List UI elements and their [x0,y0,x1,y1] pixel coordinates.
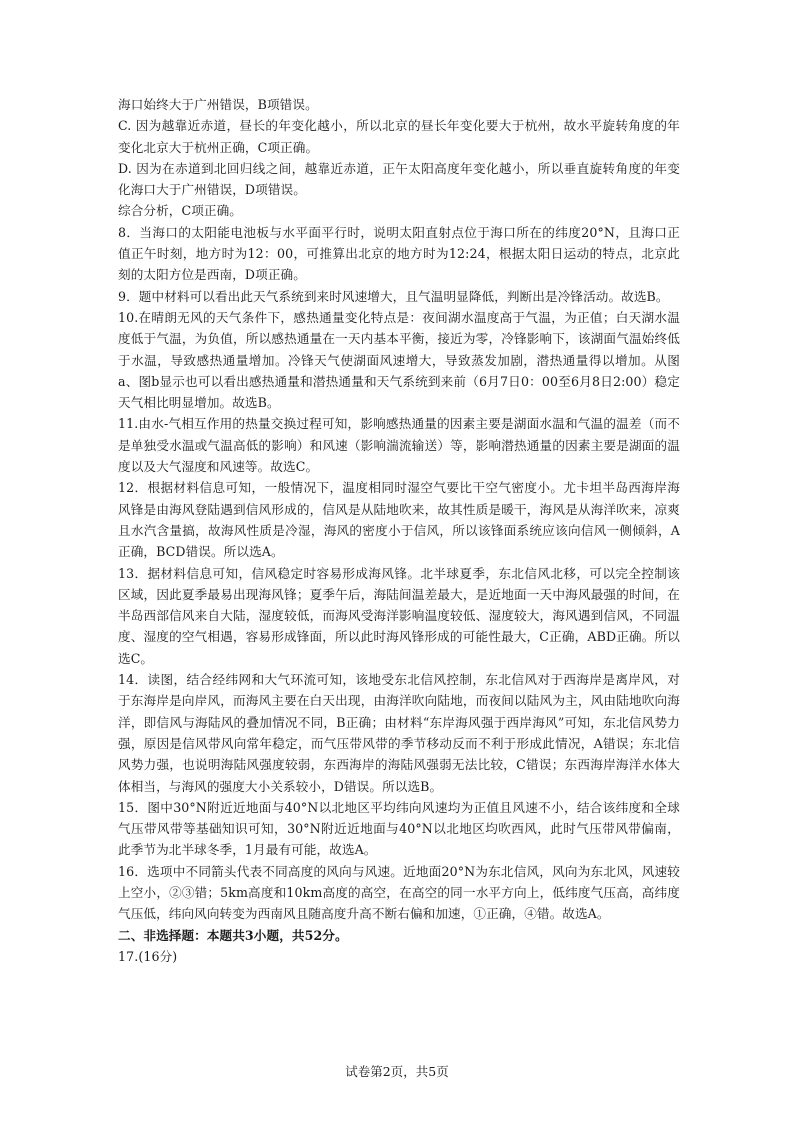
paragraph-summary-7: 综合分析，C项正确。 [118,203,242,219]
section-title-non-choice: 二、非选择题：本题共3小题，共52分。 [118,927,348,943]
answer-11: 11.由水-气相互作用的热量交换过程可知，影响感热通量的因素主要是湖面水温和气温的温差（而不是单独受水温或气温高低的影响）和风速（影响湍流输送）等，影响潜热通量的因素主要是湖面的温度以及大气湿度和风速等。故选C。 [118,416,680,475]
answer-14: 14．读图，结合经纬网和大气环流可知，该地受东北信风控制，东北信风对于西海岸是离岸风，对于东海岸是向岸风，而海风主要在白天出现，由海洋吹向陆地，而夜间以陆风为主，风由陆地吹向海洋，即信风与海陆风的叠加情况不同，B正确；由材料“东岸海风强于西岸海风”可知，东北信风势力强，原因是信风带风向常年稳定，而气压带风带的季节移动反而不利于形成此情况，A错误；东北信风势力强，也说明海陆风强度较弱，东西海岸的海陆风强弱无法比较，C错误；东西海岸海洋水体大体相当，与海风的强度大小关系较小，D错误。所以选B。 [118,672,680,794]
answer-8: 8．当海口的太阳能电池板与水平面平行时，说明太阳直射点位于海口所在的纬度20°N，且海口正值正午时刻，地方时为12：00，可推算出北京的地方时为12:24，根据太阳日运动的特点，北京此刻的太阳方位是西南，D项正确。 [118,224,680,283]
answer-13: 13．据材料信息可知，信风稳定时容易形成海风锋。北半球夏季，东北信风北移，可以完全控制该区域，因此夏季最易出现海风锋；夏季午后，海陆间温差最大，是近地面一天中海风最强的时间，在半岛西部信风来自大陆，湿度较低，而海风受海洋影响温度较低、湿度较大，海风遇到信风，不同温度、湿度的空气相遇，容易形成锋面，所以此时海风锋形成的可能性最大，C正确，ABD正确。所以选C。 [118,565,680,666]
answer-16: 16．选项中不同箭头代表不同高度的风向与风速。近地面20°N为东北信风，风向为东北风，风速较上空小，②③错；5km高度和10km高度的高空，在高空的同一水平方向上，低纬度气压高，高纬度气压低，纬向风向转变为西南风且随高度升高不断右偏和加速，①正确，④错。故选A。 [118,863,680,922]
paragraph-option-d: D. 因为在赤道到北回归线之间，越靠近赤道，正午太阳高度年变化越小，所以垂直旋转角度的年变化海口大于广州错误，D项错误。 [118,160,680,198]
paragraph-b-wrong: 海口始终大于广州错误，B项错误。 [118,97,318,112]
answer-15: 15．图中30°N附近近地面与40°N以北地区平均纬向风速均为正值且风速不小，结合该纬度和全球气压带风带等基础知识可知，30°N附近近地面与40°N以北地区均吹西风，此时气压带风带偏南，此季节为北半球冬季，1月最有可能，故选A。 [118,799,680,858]
paragraph-option-c: C. 因为越靠近赤道，昼长的年变化越小，所以北京的昼长年变化要大于杭州，故水平旋转角度的年变化北京大于杭州正确，C项正确。 [118,118,680,155]
answer-12: 12．根据材料信息可知，一般情况下，温度相同时湿空气要比干空气密度小。尤卡坦半岛西海岸海风锋是由海风登陆遇到信风形成的，信风是从陆地吹来，故其性质是暖干，海风是从海洋吹来，凉爽且水汽含量搞，故海风性质是冷湿，海风的密度小于信风，所以该锋面系统应该向信风一侧倾斜，A正确，BCD错误。所以选A。 [118,480,680,560]
document-body [118,94,680,967]
question-17-header: 17.(16分) [118,948,178,964]
answer-10: 10.在晴朗无风的天气条件下，感热通量变化特点是：夜间湖水温度高于气温，为正值；白天湖水温度低于气温，为负值，所以感热通量在一天内基本平衡，接近为零，冷锋影响下，该湖面气温始终低于水温，导致感热通量增加。冷锋天气使湖面风速增大，导致蒸发加剧，潜热通量得以增加。从图a、图b显示也可以看出感热通量和潜热通量和天气系统到来前（6月7日0：00至6月8日2:00）稳定天气相比明显增加。故选B。 [118,309,680,411]
answer-9: 9．题中材料可以看出此天气系统到来时风速增大，且气温明显降低，判断出是冷锋活动。故选B。 [118,288,669,304]
page-footer: 试卷第2页，共5页 [345,1064,449,1079]
